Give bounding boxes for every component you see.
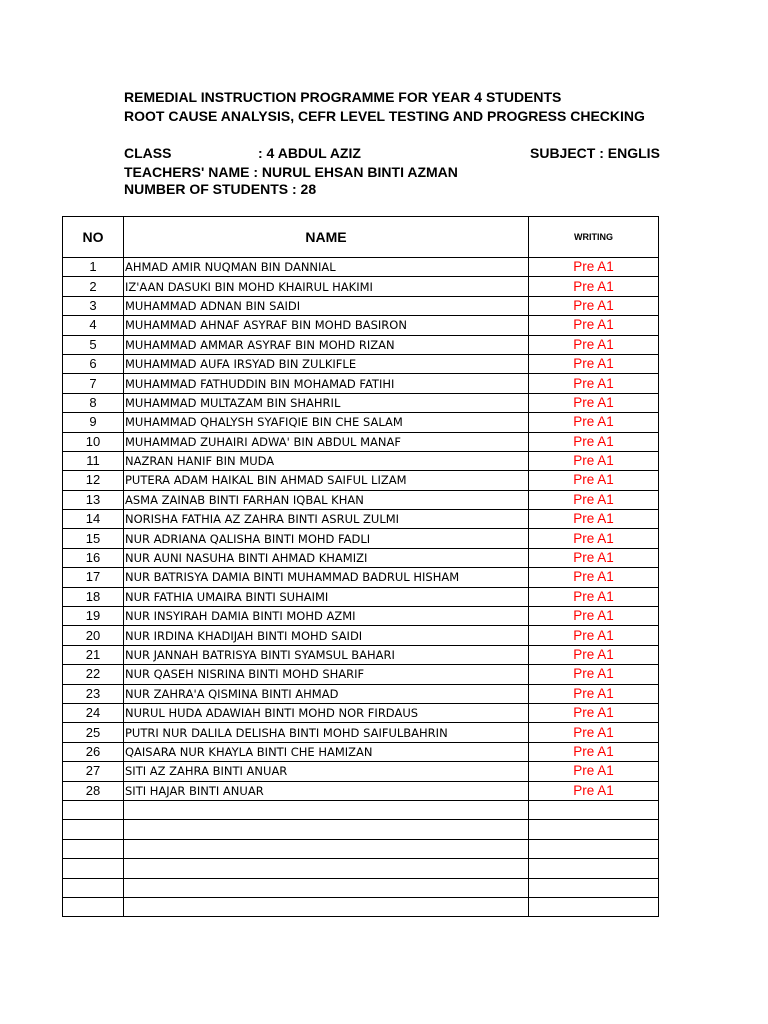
cell-no: 22: [63, 665, 124, 684]
cell-name: MUHAMMAD MULTAZAM BIN SHAHRIL: [124, 393, 529, 412]
cell-no: 10: [63, 432, 124, 451]
table-header-row: [63, 217, 659, 258]
cell-name: NUR BATRISYA DAMIA BINTI MUHAMMAD BADRUL HISHAM: [124, 568, 529, 587]
cell-writing: [529, 878, 659, 897]
cell-no: 24: [63, 703, 124, 722]
table-row: [63, 296, 659, 315]
table-row: [63, 607, 659, 626]
cell-name: MUHAMMAD FATHUDDIN BIN MOHAMAD FATIHI: [124, 374, 529, 393]
cell-no: 3: [63, 296, 124, 315]
table-row: [63, 859, 659, 878]
table-row: [63, 510, 659, 529]
cell-writing: [529, 839, 659, 858]
table-row: [63, 258, 659, 277]
class-label: CLASS: [124, 145, 172, 161]
cell-no: 16: [63, 548, 124, 567]
cell-no: [63, 800, 124, 819]
cell-name: PUTERA ADAM HAIKAL BIN AHMAD SAIFUL LIZAM: [124, 471, 529, 490]
cell-writing: Pre A1: [529, 413, 659, 432]
cell-name: NURUL HUDA ADAWIAH BINTI MOHD NOR FIRDAUS: [124, 703, 529, 722]
table-row: [63, 839, 659, 858]
cell-no: 17: [63, 568, 124, 587]
page-title: REMEDIAL INSTRUCTION PROGRAMME FOR YEAR 4 STUDENTS: [124, 89, 562, 105]
cell-writing: Pre A1: [529, 335, 659, 354]
class-value: : 4 ABDUL AZIZ: [258, 145, 361, 161]
cell-writing: [529, 859, 659, 878]
table-row: [63, 645, 659, 664]
cell-writing: [529, 820, 659, 839]
cell-writing: Pre A1: [529, 277, 659, 296]
cell-writing: Pre A1: [529, 451, 659, 470]
cell-no: 19: [63, 607, 124, 626]
cell-no: 1: [63, 258, 124, 277]
cell-writing: Pre A1: [529, 258, 659, 277]
cell-name: MUHAMMAD AUFA IRSYAD BIN ZULKIFLE: [124, 354, 529, 373]
cell-writing: Pre A1: [529, 316, 659, 335]
cell-name: IZ'AAN DASUKI BIN MOHD KHAIRUL HAKIMI: [124, 277, 529, 296]
cell-no: 9: [63, 413, 124, 432]
cell-no: 13: [63, 490, 124, 509]
cell-name: NUR IRDINA KHADIJAH BINTI MOHD SAIDI: [124, 626, 529, 645]
cell-writing: Pre A1: [529, 723, 659, 742]
table-row: [63, 471, 659, 490]
table-row: [63, 374, 659, 393]
cell-writing: Pre A1: [529, 684, 659, 703]
table-row: [63, 781, 659, 800]
cell-writing: [529, 897, 659, 916]
teacher-name: TEACHERS' NAME : NURUL EHSAN BINTI AZMAN: [124, 164, 458, 180]
cell-name: SITI HAJAR BINTI ANUAR: [124, 781, 529, 800]
column-header-no: NO: [63, 217, 124, 258]
cell-writing: Pre A1: [529, 471, 659, 490]
cell-no: [63, 897, 124, 916]
cell-name: NUR AUNI NASUHA BINTI AHMAD KHAMIZI: [124, 548, 529, 567]
cell-name: PUTRI NUR DALILA DELISHA BINTI MOHD SAIFULBAHRIN: [124, 723, 529, 742]
table-row: [63, 800, 659, 819]
cell-name: MUHAMMAD AMMAR ASYRAF BIN MOHD RIZAN: [124, 335, 529, 354]
table-row: [63, 703, 659, 722]
cell-name: ASMA ZAINAB BINTI FARHAN IQBAL KHAN: [124, 490, 529, 509]
cell-writing: Pre A1: [529, 548, 659, 567]
cell-no: 26: [63, 742, 124, 761]
table-row: [63, 413, 659, 432]
cell-writing: Pre A1: [529, 490, 659, 509]
cell-no: 25: [63, 723, 124, 742]
subject-label: SUBJECT : ENGLIS: [530, 145, 660, 161]
table-row: [63, 742, 659, 761]
table-row: [63, 587, 659, 606]
table-row: [63, 451, 659, 470]
cell-writing: Pre A1: [529, 529, 659, 548]
cell-writing: Pre A1: [529, 742, 659, 761]
cell-name: NUR INSYIRAH DAMIA BINTI MOHD AZMI: [124, 607, 529, 626]
column-header-name: NAME: [124, 217, 529, 258]
cell-no: 2: [63, 277, 124, 296]
cell-no: [63, 839, 124, 858]
cell-name: MUHAMMAD ADNAN BIN SAIDI: [124, 296, 529, 315]
table-body: [63, 258, 659, 917]
cell-name: AHMAD AMIR NUQMAN BIN DANNIAL: [124, 258, 529, 277]
cell-writing: Pre A1: [529, 393, 659, 412]
cell-writing: Pre A1: [529, 781, 659, 800]
table-row: [63, 626, 659, 645]
cell-no: 20: [63, 626, 124, 645]
table-row: [63, 684, 659, 703]
table-row: [63, 762, 659, 781]
student-count: NUMBER OF STUDENTS : 28: [124, 181, 317, 197]
cell-no: 7: [63, 374, 124, 393]
cell-writing: Pre A1: [529, 432, 659, 451]
cell-name: NUR JANNAH BATRISYA BINTI SYAMSUL BAHARI: [124, 645, 529, 664]
table-row: [63, 878, 659, 897]
cell-no: 14: [63, 510, 124, 529]
table-row: [63, 432, 659, 451]
cell-no: 18: [63, 587, 124, 606]
cell-writing: Pre A1: [529, 296, 659, 315]
student-table: [62, 216, 659, 917]
table-row: [63, 568, 659, 587]
table-row: [63, 490, 659, 509]
cell-no: 8: [63, 393, 124, 412]
table-row: [63, 316, 659, 335]
table-row: [63, 335, 659, 354]
table-row: [63, 393, 659, 412]
cell-writing: Pre A1: [529, 374, 659, 393]
cell-name: NAZRAN HANIF BIN MUDA: [124, 451, 529, 470]
cell-no: 15: [63, 529, 124, 548]
cell-no: 11: [63, 451, 124, 470]
cell-name: QAISARA NUR KHAYLA BINTI CHE HAMIZAN: [124, 742, 529, 761]
page-subtitle: ROOT CAUSE ANALYSIS, CEFR LEVEL TESTING AND PROGRESS CHECKING: [124, 108, 645, 124]
table-row: [63, 354, 659, 373]
cell-writing: [529, 800, 659, 819]
table-row: [63, 548, 659, 567]
cell-writing: Pre A1: [529, 762, 659, 781]
column-header-writing: WRITING: [529, 217, 659, 258]
cell-name: [124, 859, 529, 878]
cell-no: [63, 820, 124, 839]
cell-no: 21: [63, 645, 124, 664]
cell-no: [63, 859, 124, 878]
cell-name: [124, 800, 529, 819]
cell-writing: Pre A1: [529, 587, 659, 606]
cell-name: [124, 897, 529, 916]
cell-writing: Pre A1: [529, 665, 659, 684]
cell-name: NUR ADRIANA QALISHA BINTI MOHD FADLI: [124, 529, 529, 548]
cell-name: MUHAMMAD QHALYSH SYAFIQIE BIN CHE SALAM: [124, 413, 529, 432]
cell-writing: Pre A1: [529, 607, 659, 626]
table-row: [63, 277, 659, 296]
cell-writing: Pre A1: [529, 354, 659, 373]
cell-writing: Pre A1: [529, 645, 659, 664]
cell-name: [124, 878, 529, 897]
cell-writing: Pre A1: [529, 703, 659, 722]
table-row: [63, 665, 659, 684]
cell-no: 4: [63, 316, 124, 335]
cell-name: MUHAMMAD ZUHAIRI ADWA' BIN ABDUL MANAF: [124, 432, 529, 451]
cell-no: 5: [63, 335, 124, 354]
cell-writing: Pre A1: [529, 568, 659, 587]
cell-name: [124, 839, 529, 858]
cell-writing: Pre A1: [529, 510, 659, 529]
cell-name: NORISHA FATHIA AZ ZAHRA BINTI ASRUL ZULMI: [124, 510, 529, 529]
cell-no: 23: [63, 684, 124, 703]
cell-name: SITI AZ ZAHRA BINTI ANUAR: [124, 762, 529, 781]
cell-no: 12: [63, 471, 124, 490]
cell-no: 28: [63, 781, 124, 800]
cell-no: 27: [63, 762, 124, 781]
cell-writing: Pre A1: [529, 626, 659, 645]
table-row: [63, 723, 659, 742]
cell-name: NUR QASEH NISRINA BINTI MOHD SHARIF: [124, 665, 529, 684]
cell-name: [124, 820, 529, 839]
table-row: [63, 820, 659, 839]
cell-name: NUR FATHIA UMAIRA BINTI SUHAIMI: [124, 587, 529, 606]
table-row: [63, 897, 659, 916]
cell-name: MUHAMMAD AHNAF ASYRAF BIN MOHD BASIRON: [124, 316, 529, 335]
table-row: [63, 529, 659, 548]
cell-no: [63, 878, 124, 897]
cell-no: 6: [63, 354, 124, 373]
cell-name: NUR ZAHRA'A QISMINA BINTI AHMAD: [124, 684, 529, 703]
